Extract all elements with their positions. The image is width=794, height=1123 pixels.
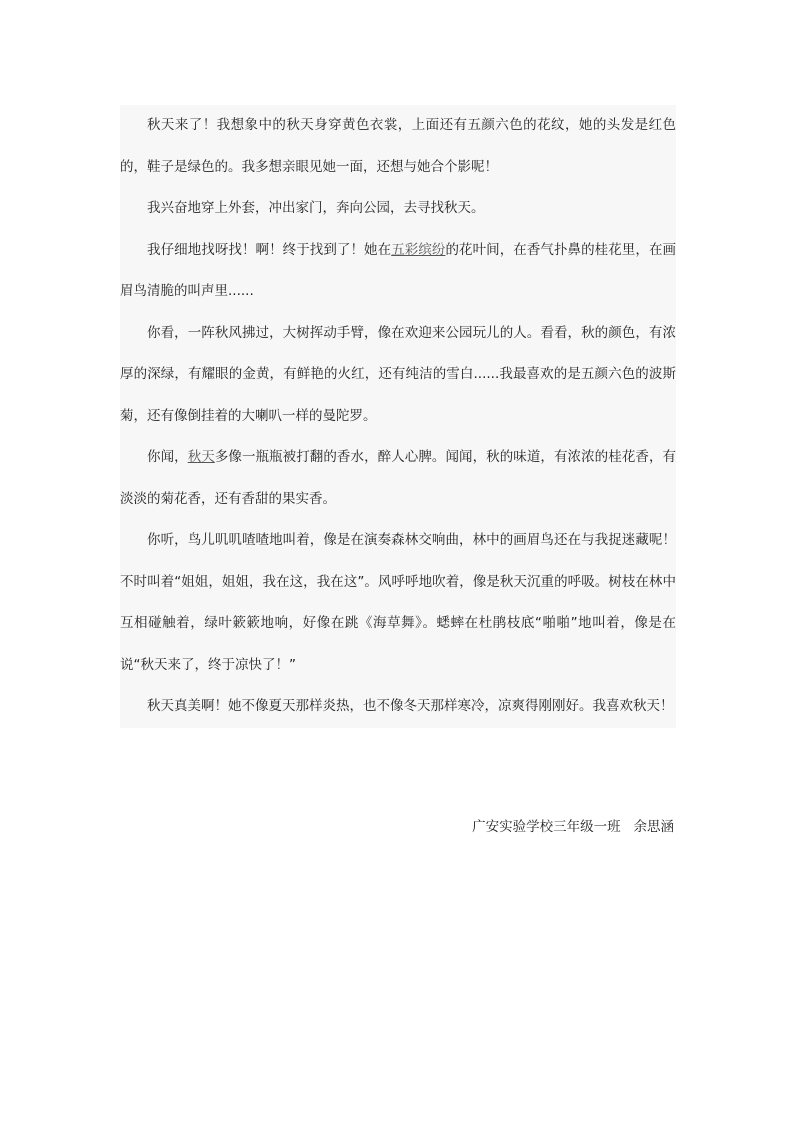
paragraph-7 bbox=[120, 686, 676, 728]
signature-author: 余思涵 bbox=[633, 819, 674, 835]
paragraph-6-text: 你听，鸟儿叽叽喳喳地叫着，像是在演奏森林交响曲，林中的画眉鸟还在与我捉迷藏呢！不时叫着“姐姐，姐姐，我在这，我在这”。风呼呼地吹着，像是秋天沉重的呼吸。树枝在林中互相碰触着，绿叶簌簌地响，好像在跳《海草舞》。蟋蟀在杜鹃枝底“啪啪”地叫着，像是在说“秋天来了，终于凉快了！” bbox=[120, 532, 676, 673]
paragraph-5 bbox=[120, 437, 676, 520]
signature-school-class: 广安实验学校三年级一班 bbox=[472, 819, 621, 835]
paragraph-5-text-after: 多像一瓶瓶被打翻的香水，醉人心脾。闻闻，秋的味道，有浓浓的桂花香，有淡淡的菊花香，还有香甜的果实香。 bbox=[120, 449, 677, 507]
paragraph-3-text-before: 我仔细地找呀找！啊！终于找到了！她在 bbox=[147, 241, 392, 258]
signature bbox=[472, 812, 674, 842]
paragraph-2-text: 我兴奋地穿上外套，冲出家门，奔向公园，去寻找秋天。 bbox=[147, 200, 485, 216]
essay-body bbox=[120, 105, 676, 728]
paragraph-5-text-before: 你闻， bbox=[147, 449, 188, 465]
paragraph-7-text: 秋天真美啊！她不像夏天那样炎热，也不像冬天那样寒冷，凉爽得刚刚好。我喜欢秋天！ bbox=[147, 698, 674, 714]
wucai-binfen-link[interactable]: 五彩缤纷 bbox=[391, 241, 446, 258]
paragraph-1-text: 秋天来了！我想象中的秋天身穿黄色衣裳，上面还有五颜六色的花纹，她的头发是红色的，鞋子是绿色的。我多想亲眼见她一面，还想与她合个影呢！ bbox=[120, 117, 676, 175]
paragraph-1 bbox=[120, 105, 676, 188]
paragraph-3-text-after: 的花叶间，在香气扑鼻的桂花里，在画眉鸟清脆的叫声里...... bbox=[120, 241, 677, 299]
paragraph-4 bbox=[120, 313, 676, 438]
paragraph-2 bbox=[120, 188, 676, 230]
paragraph-4-text: 你看，一阵秋风拂过，大树挥动手臂，像在欢迎来公园玩儿的人。看看，秋的颜色，有浓厚的深绿，有耀眼的金黄，有鲜艳的火红，还有纯洁的雪白......我最喜欢的是五颜六色的波斯菊，还有像倒挂着的大喇叭一样的曼陀罗。 bbox=[120, 324, 676, 424]
paragraph-6 bbox=[120, 520, 676, 686]
qiutian-link[interactable]: 秋天 bbox=[187, 449, 215, 465]
paragraph-3 bbox=[120, 230, 676, 313]
